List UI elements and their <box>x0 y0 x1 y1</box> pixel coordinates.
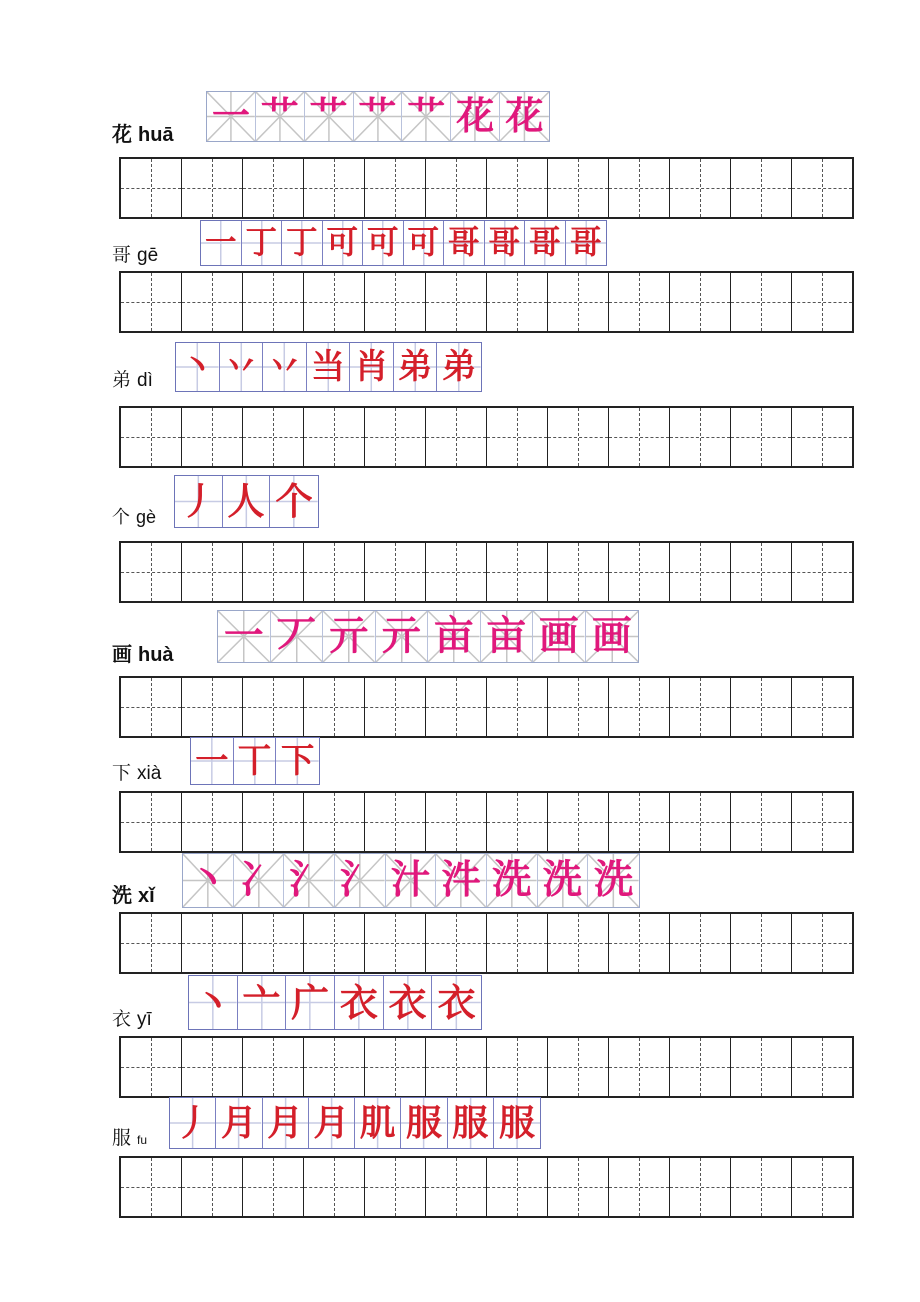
stroke-glyph: 冫 <box>238 856 279 903</box>
stroke-glyph: 洗 <box>492 856 532 903</box>
practice-cell[interactable] <box>304 273 365 331</box>
practice-cell[interactable] <box>670 793 731 851</box>
stroke-glyph: 丶 <box>193 979 232 1025</box>
stroke-glyph: 汁 <box>390 856 431 903</box>
pinyin-text: dì <box>137 370 153 391</box>
stroke-step <box>263 1098 309 1148</box>
practice-cell[interactable] <box>609 1038 670 1096</box>
practice-cell[interactable] <box>182 408 243 466</box>
practice-cell[interactable] <box>670 678 731 736</box>
stroke-step <box>270 476 318 527</box>
stroke-step <box>323 611 376 662</box>
stroke-step <box>234 854 285 907</box>
hanzi-character: 画 <box>112 642 132 666</box>
character-label <box>112 885 155 906</box>
practice-cell[interactable] <box>182 273 243 331</box>
stroke-step <box>191 738 234 784</box>
practice-cell[interactable] <box>792 678 852 736</box>
stroke-glyph: 画 <box>538 612 579 659</box>
pinyin-text: xǐ <box>138 885 155 907</box>
practice-cell[interactable] <box>487 159 548 217</box>
stroke-step <box>354 92 403 141</box>
stroke-glyph: 一 <box>204 224 237 262</box>
practice-cell[interactable] <box>426 793 487 851</box>
stroke-glyph: 服 <box>498 1100 535 1144</box>
practice-grid[interactable] <box>119 406 854 468</box>
hanzi-character: 弟 <box>112 369 132 391</box>
stroke-glyph: 画 <box>591 612 632 659</box>
stroke-step <box>487 854 538 907</box>
stroke-glyph: 月 <box>220 1100 257 1144</box>
stroke-step <box>386 854 437 907</box>
practice-cell[interactable] <box>792 793 852 851</box>
practice-cell[interactable] <box>182 914 243 972</box>
stroke-step <box>404 221 445 265</box>
stroke-step <box>238 976 287 1029</box>
stroke-glyph: 花 <box>456 93 495 139</box>
stroke-glyph: 可 <box>407 224 440 262</box>
practice-cell[interactable] <box>121 1038 182 1096</box>
stroke-step <box>207 92 256 141</box>
pinyin-text: xià <box>137 763 162 784</box>
hanzi-character: 服 <box>112 1127 132 1149</box>
practice-cell[interactable] <box>121 543 182 601</box>
practice-cell[interactable] <box>121 408 182 466</box>
stroke-step <box>242 221 283 265</box>
stroke-glyph: 肌 <box>359 1100 396 1144</box>
stroke-step <box>183 854 234 907</box>
practice-cell[interactable] <box>304 793 365 851</box>
practice-cell[interactable] <box>731 793 792 851</box>
stroke-step <box>350 343 394 391</box>
stroke-glyph: 衣 <box>437 979 476 1025</box>
practice-cell[interactable] <box>121 1158 182 1216</box>
stroke-glyph: 哥 <box>569 224 602 262</box>
stroke-glyph: 可 <box>366 224 399 262</box>
stroke-glyph: 艹 <box>260 93 299 139</box>
stroke-order-strip <box>188 975 482 1030</box>
stroke-step <box>234 738 277 784</box>
practice-cell[interactable] <box>426 914 487 972</box>
stroke-glyph: 亠 <box>242 979 281 1025</box>
practice-cell[interactable] <box>731 543 792 601</box>
stroke-step <box>220 343 264 391</box>
stroke-order-strip <box>182 853 640 908</box>
practice-cell[interactable] <box>670 273 731 331</box>
stroke-glyph: 艹 <box>309 93 348 139</box>
stroke-step <box>500 92 549 141</box>
practice-cell[interactable] <box>548 159 609 217</box>
stroke-order-strip <box>206 91 550 142</box>
practice-cell[interactable] <box>121 159 182 217</box>
stroke-step <box>335 854 386 907</box>
hanzi-character: 哥 <box>112 244 132 266</box>
stroke-glyph: 肖 <box>354 347 389 387</box>
pinyin-text: huà <box>138 644 174 666</box>
hanzi-character: 洗 <box>112 883 132 907</box>
practice-cell[interactable] <box>121 273 182 331</box>
practice-cell[interactable] <box>731 159 792 217</box>
practice-cell[interactable] <box>609 273 670 331</box>
practice-cell[interactable] <box>365 1038 426 1096</box>
stroke-step <box>276 738 319 784</box>
stroke-glyph: 亓 <box>328 612 369 659</box>
practice-cell[interactable] <box>365 793 426 851</box>
practice-grid[interactable] <box>119 791 854 853</box>
stroke-glyph: 人 <box>227 478 265 523</box>
stroke-step <box>170 1098 216 1148</box>
practice-cell[interactable] <box>182 1038 243 1096</box>
stroke-step <box>307 343 351 391</box>
stroke-step <box>588 854 639 907</box>
practice-cell[interactable] <box>792 408 852 466</box>
stroke-step <box>216 1098 262 1148</box>
stroke-glyph: 一 <box>223 612 264 659</box>
practice-cell[interactable] <box>487 1038 548 1096</box>
practice-cell[interactable] <box>670 1158 731 1216</box>
practice-cell[interactable] <box>792 273 852 331</box>
practice-cell[interactable] <box>792 1158 852 1216</box>
stroke-step <box>263 343 307 391</box>
pinyin-text: fu <box>137 1133 148 1147</box>
practice-cell[interactable] <box>487 678 548 736</box>
stroke-glyph: 哥 <box>447 224 480 262</box>
stroke-glyph: 一 <box>211 93 250 139</box>
stroke-step <box>282 221 323 265</box>
stroke-order-strip <box>217 610 639 663</box>
stroke-glyph: 丶 <box>180 347 215 387</box>
pinyin-text: huā <box>138 124 174 146</box>
stroke-glyph: 丷 <box>223 347 258 387</box>
stroke-step <box>218 611 271 662</box>
stroke-step <box>401 1098 447 1148</box>
practice-cell[interactable] <box>487 914 548 972</box>
practice-cell[interactable] <box>182 543 243 601</box>
hanzi-character: 个 <box>112 507 130 528</box>
practice-cell[interactable] <box>609 1158 670 1216</box>
stroke-step <box>309 1098 355 1148</box>
practice-cell[interactable] <box>426 543 487 601</box>
stroke-step <box>485 221 526 265</box>
stroke-glyph: 艹 <box>358 93 397 139</box>
stroke-step <box>432 976 481 1029</box>
practice-grid[interactable] <box>119 271 854 333</box>
stroke-step <box>448 1098 494 1148</box>
stroke-glyph: 洗 <box>593 856 634 903</box>
practice-cell[interactable] <box>670 159 731 217</box>
stroke-step <box>189 976 238 1029</box>
stroke-glyph: 丿 <box>179 478 217 523</box>
practice-cell[interactable] <box>426 159 487 217</box>
practice-cell[interactable] <box>426 408 487 466</box>
stroke-glyph: 衣 <box>339 979 378 1025</box>
practice-cell[interactable] <box>243 408 304 466</box>
practice-cell[interactable] <box>304 914 365 972</box>
practice-cell[interactable] <box>121 678 182 736</box>
stroke-step <box>428 611 481 662</box>
stroke-order-strip <box>200 220 607 266</box>
character-label <box>112 371 153 390</box>
stroke-step <box>363 221 404 265</box>
stroke-step <box>376 611 429 662</box>
practice-cell[interactable] <box>365 543 426 601</box>
practice-cell[interactable] <box>731 408 792 466</box>
stroke-glyph: 服 <box>405 1100 442 1144</box>
stroke-glyph: 月 <box>267 1100 304 1144</box>
stroke-order-strip <box>175 342 482 392</box>
stroke-step <box>176 343 220 391</box>
pinyin-text: yī <box>137 1009 152 1030</box>
hanzi-character: 下 <box>112 762 132 784</box>
practice-cell[interactable] <box>304 678 365 736</box>
practice-cell[interactable] <box>670 543 731 601</box>
practice-cell[interactable] <box>243 543 304 601</box>
stroke-glyph: 亩 <box>486 612 527 659</box>
practice-cell[interactable] <box>365 273 426 331</box>
practice-cell[interactable] <box>365 678 426 736</box>
practice-cell[interactable] <box>365 408 426 466</box>
stroke-step <box>323 221 364 265</box>
stroke-glyph: 花 <box>505 93 544 139</box>
practice-cell[interactable] <box>243 678 304 736</box>
practice-grid[interactable] <box>119 541 854 603</box>
practice-cell[interactable] <box>182 1158 243 1216</box>
practice-cell[interactable] <box>548 408 609 466</box>
stroke-step <box>525 221 566 265</box>
practice-cell[interactable] <box>487 273 548 331</box>
practice-cell[interactable] <box>243 273 304 331</box>
practice-cell[interactable] <box>121 914 182 972</box>
stroke-step <box>436 854 487 907</box>
stroke-glyph: 月 <box>313 1100 350 1144</box>
practice-cell[interactable] <box>792 914 852 972</box>
stroke-step <box>175 476 223 527</box>
practice-cell[interactable] <box>304 159 365 217</box>
stroke-glyph: 服 <box>452 1100 489 1144</box>
stroke-glyph: 汼 <box>441 856 481 903</box>
stroke-glyph: 哥 <box>488 224 521 262</box>
stroke-order-strip <box>190 737 320 785</box>
stroke-glyph: 当 <box>310 347 345 387</box>
practice-cell[interactable] <box>548 678 609 736</box>
stroke-glyph: 亩 <box>433 612 474 659</box>
stroke-step <box>444 221 485 265</box>
character-label <box>112 1129 147 1148</box>
practice-cell[interactable] <box>487 793 548 851</box>
practice-cell[interactable] <box>426 678 487 736</box>
practice-cell[interactable] <box>121 793 182 851</box>
stroke-step <box>451 92 500 141</box>
stroke-step <box>533 611 586 662</box>
practice-cell[interactable] <box>182 793 243 851</box>
practice-cell[interactable] <box>548 793 609 851</box>
hanzi-character: 衣 <box>112 1008 132 1030</box>
practice-cell[interactable] <box>548 543 609 601</box>
stroke-step <box>355 1098 401 1148</box>
practice-cell[interactable] <box>548 273 609 331</box>
stroke-step <box>286 976 335 1029</box>
practice-cell[interactable] <box>487 543 548 601</box>
practice-cell[interactable] <box>731 678 792 736</box>
character-label <box>112 508 156 527</box>
practice-cell[interactable] <box>792 1038 852 1096</box>
character-label <box>112 246 158 265</box>
practice-cell[interactable] <box>731 273 792 331</box>
stroke-step <box>201 221 242 265</box>
practice-cell[interactable] <box>243 914 304 972</box>
stroke-glyph: 一 <box>195 741 229 781</box>
stroke-glyph: 丁 <box>245 224 278 262</box>
practice-cell[interactable] <box>182 678 243 736</box>
practice-cell[interactable] <box>548 1038 609 1096</box>
practice-cell[interactable] <box>487 408 548 466</box>
practice-cell[interactable] <box>365 1158 426 1216</box>
character-label <box>112 644 174 665</box>
stroke-step <box>284 854 335 907</box>
practice-cell[interactable] <box>609 543 670 601</box>
character-label <box>112 764 161 783</box>
practice-cell[interactable] <box>792 159 852 217</box>
stroke-order-strip <box>169 1097 541 1149</box>
pinyin-text: gè <box>136 507 157 527</box>
stroke-step <box>305 92 354 141</box>
stroke-glyph: 广 <box>291 979 330 1025</box>
practice-cell[interactable] <box>670 1038 731 1096</box>
practice-cell[interactable] <box>426 1038 487 1096</box>
stroke-glyph: 氵 <box>289 856 329 903</box>
practice-cell[interactable] <box>304 1038 365 1096</box>
practice-cell[interactable] <box>548 1158 609 1216</box>
practice-cell[interactable] <box>487 1158 548 1216</box>
practice-cell[interactable] <box>609 793 670 851</box>
practice-grid[interactable] <box>119 1036 854 1098</box>
practice-cell[interactable] <box>426 1158 487 1216</box>
stroke-order-strip <box>174 475 319 528</box>
practice-cell[interactable] <box>792 543 852 601</box>
stroke-glyph: 丶 <box>188 856 228 903</box>
stroke-step <box>335 976 384 1029</box>
practice-grid[interactable] <box>119 912 854 974</box>
stroke-glyph: 氵 <box>340 856 380 903</box>
practice-cell[interactable] <box>365 914 426 972</box>
practice-cell[interactable] <box>548 914 609 972</box>
stroke-step <box>384 976 433 1029</box>
stroke-step <box>271 611 324 662</box>
stroke-glyph: 弟 <box>398 347 433 387</box>
practice-cell[interactable] <box>731 1158 792 1216</box>
practice-cell[interactable] <box>304 408 365 466</box>
practice-cell[interactable] <box>609 914 670 972</box>
practice-cell[interactable] <box>182 159 243 217</box>
practice-cell[interactable] <box>426 273 487 331</box>
stroke-glyph: 弟 <box>442 347 477 387</box>
practice-cell[interactable] <box>243 793 304 851</box>
practice-cell[interactable] <box>243 1158 304 1216</box>
practice-cell[interactable] <box>609 408 670 466</box>
practice-grid[interactable] <box>119 1156 854 1218</box>
stroke-glyph: 丿 <box>174 1100 211 1144</box>
practice-cell[interactable] <box>243 1038 304 1096</box>
stroke-glyph: 可 <box>326 224 359 262</box>
character-label <box>112 124 174 145</box>
practice-cell[interactable] <box>670 408 731 466</box>
stroke-glyph: 亓 <box>381 612 422 659</box>
stroke-step <box>586 611 639 662</box>
practice-cell[interactable] <box>304 543 365 601</box>
practice-cell[interactable] <box>670 914 731 972</box>
stroke-glyph: 衣 <box>388 979 427 1025</box>
stroke-step <box>437 343 481 391</box>
stroke-glyph: 丅 <box>237 741 272 781</box>
stroke-glyph: 下 <box>281 741 315 781</box>
stroke-glyph: 艹 <box>407 93 446 139</box>
practice-cell[interactable] <box>731 1038 792 1096</box>
stroke-step <box>538 854 589 907</box>
stroke-step <box>481 611 534 662</box>
stroke-glyph: 哥 <box>528 224 561 262</box>
stroke-glyph: 个 <box>275 478 313 523</box>
character-label <box>112 1010 152 1029</box>
stroke-step <box>402 92 451 141</box>
practice-cell[interactable] <box>365 159 426 217</box>
stroke-step <box>394 343 438 391</box>
practice-cell[interactable] <box>304 1158 365 1216</box>
practice-cell[interactable] <box>609 159 670 217</box>
stroke-step <box>223 476 271 527</box>
stroke-glyph: 丷 <box>267 347 302 387</box>
hanzi-character: 花 <box>112 122 132 146</box>
stroke-glyph: 丁 <box>285 224 318 262</box>
practice-grid[interactable] <box>119 676 854 738</box>
stroke-glyph: 丆 <box>276 612 317 659</box>
practice-cell[interactable] <box>609 678 670 736</box>
stroke-step <box>256 92 305 141</box>
practice-grid[interactable] <box>119 157 854 219</box>
practice-cell[interactable] <box>731 914 792 972</box>
stroke-glyph: 洗 <box>542 856 583 903</box>
pinyin-text: gē <box>137 245 159 266</box>
practice-cell[interactable] <box>243 159 304 217</box>
stroke-step <box>494 1098 540 1148</box>
stroke-step <box>566 221 607 265</box>
